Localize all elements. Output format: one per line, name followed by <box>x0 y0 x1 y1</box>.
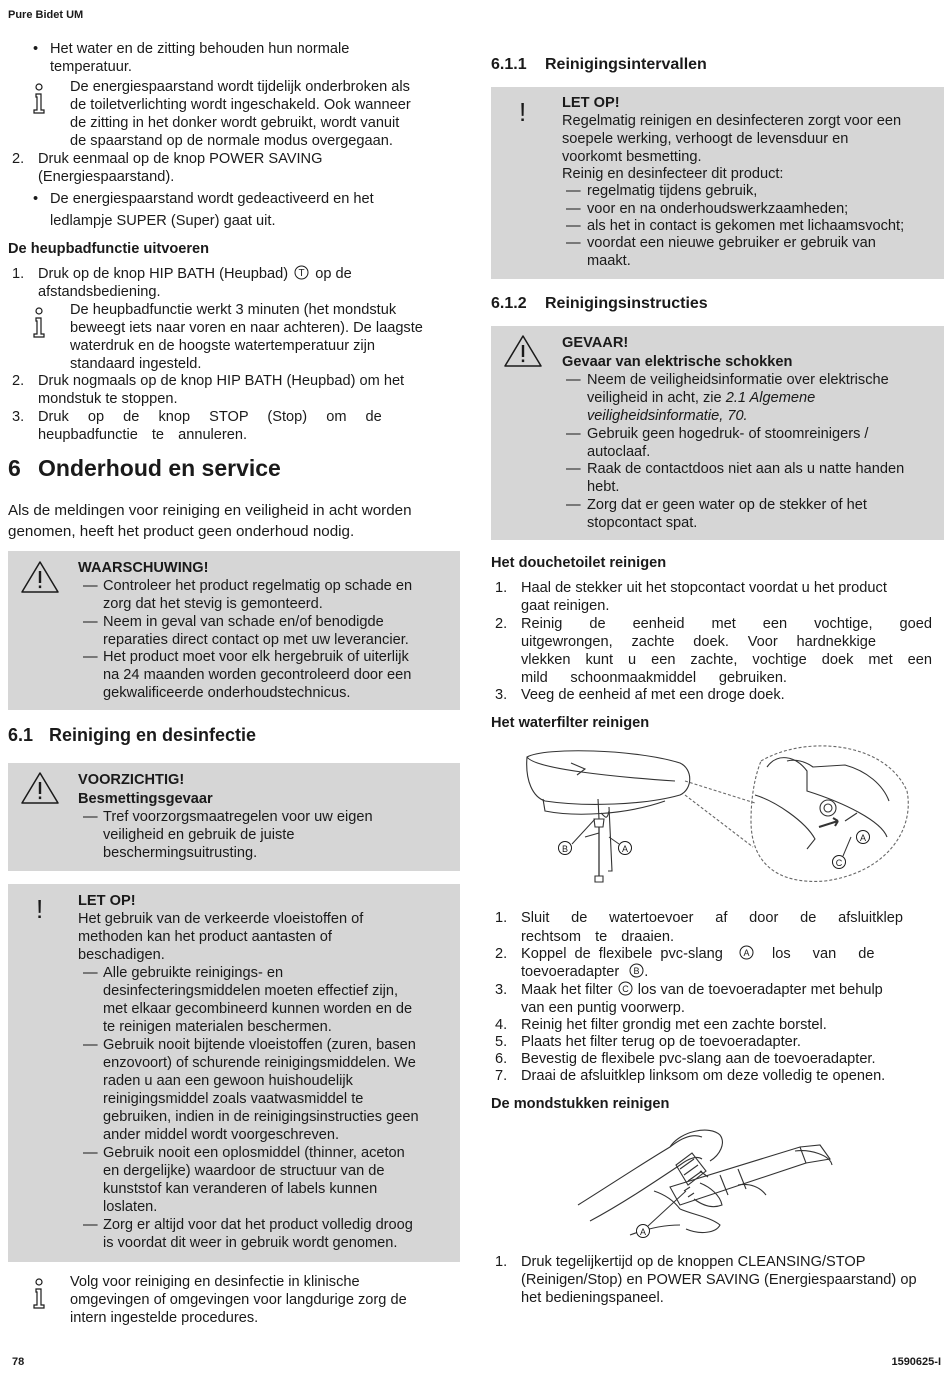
circled-letter-icon <box>618 981 633 996</box>
notice-line: als het in contact is gekomen met lichaamsvocht; <box>587 218 905 234</box>
step-text: Druk eenmaal op de knop POWER SAVING <box>38 151 323 167</box>
info-line: omgevingen of omgevingen voor langdurige zorg de <box>70 1292 407 1308</box>
notice-line: voorkomt besmetting. <box>562 149 702 165</box>
dash: — <box>83 1217 98 1233</box>
step-text-part: los van de <box>771 946 875 962</box>
notice-line: regelmatig tijdens gebruik, <box>587 183 758 199</box>
section-title: Reinigingsinstructies <box>545 295 708 312</box>
step-number: 3. <box>495 687 508 703</box>
callout-letter: B <box>561 844 569 854</box>
notice-line: voor en na onderhoudswerkzaamheden; <box>587 201 849 217</box>
chapter-title: Onderhoud en service <box>38 455 281 481</box>
info-icon <box>30 1277 50 1311</box>
dash: — <box>83 649 98 665</box>
circled-letter: A <box>743 948 750 958</box>
step-text <box>521 981 883 999</box>
cross-reference-link[interactable]: 2.1 Algemene <box>725 390 816 406</box>
step-number: 1. <box>12 266 25 282</box>
exclamation-icon: ! <box>519 97 527 127</box>
warning-line: reparaties direct contact op met uw leverancier. <box>103 632 409 648</box>
danger-title: GEVAAR! <box>562 335 629 351</box>
notice-line: is voordat dit weer in gebruik wordt genomen. <box>103 1235 398 1251</box>
step-number: 6. <box>495 1051 508 1067</box>
dash: — <box>566 201 581 217</box>
step-number: 3. <box>12 409 25 425</box>
notice-line: te reinigen materialen beschermen. <box>103 1019 332 1035</box>
step-text: mild schoonmaakmiddel gebruiken. <box>521 670 787 686</box>
warning-line: Het product moet voor elk hergebruik of uiterlijk <box>103 649 409 665</box>
circled-letter-icon <box>739 945 754 960</box>
step-text: vlekken kunt u een zachte, vochtige doek met een <box>521 652 932 668</box>
circled-letter-icon <box>294 265 309 280</box>
notice-line: Het gebruik van de verkeerde vloeistoffen of <box>78 911 364 927</box>
notice-line: Alle gebruikte reinigings- en <box>103 965 284 981</box>
info-line: De energiespaarstand wordt tijdelijk onderbroken als <box>70 79 410 95</box>
callout-letter: A <box>639 1227 647 1237</box>
info-line: de toiletverlichting wordt ingeschakeld. Ook wanneer <box>70 97 411 113</box>
step-text-part: . <box>644 964 649 980</box>
caution-box <box>8 763 460 871</box>
step-text <box>521 945 875 963</box>
caution-line: Tref voorzorgsmaatregelen voor uw eigen <box>103 809 373 825</box>
circled-letter: T <box>298 268 305 279</box>
dash: — <box>83 965 98 981</box>
callout-label-c <box>833 837 852 869</box>
notice-line: gebruiken, indien in de reinigingsinstructies geen <box>103 1109 419 1125</box>
step-text-part: los van de toevoeradapter met behulp <box>637 982 883 998</box>
dash: — <box>83 614 98 630</box>
step-number: 1. <box>495 580 508 596</box>
step-text-part: Maak het filter <box>521 982 613 998</box>
cross-reference-link[interactable]: veiligheidsinformatie, 70. <box>587 408 748 424</box>
dash: — <box>83 1145 98 1161</box>
bullet-icon: • <box>33 41 39 57</box>
bullet-text: Het water en de zitting behouden hun normale temperatuur. <box>50 41 350 75</box>
caution-title: VOORZICHTIG! <box>78 772 185 788</box>
warning-title: WAARSCHUWING! <box>78 560 209 576</box>
bullet-icon: • <box>33 191 39 207</box>
subheading: De heupbadfunctie uitvoeren <box>8 241 210 257</box>
dash: — <box>566 235 581 251</box>
step-number: 7. <box>495 1068 508 1084</box>
notice-line: beschadigen. <box>78 947 165 963</box>
warning-triangle-icon <box>503 334 543 368</box>
info-line: standaard ingesteld. <box>70 356 202 372</box>
notice-box <box>491 87 944 279</box>
step-number: 1. <box>495 910 508 926</box>
section-title: Reiniging en desinfectie <box>49 725 257 745</box>
section-number: 6.1.2 <box>491 295 527 312</box>
callout-label-a-nozzle <box>637 1191 687 1238</box>
notice-line: Gebruik nooit bijtende vloeistoffen (zuren, basen <box>103 1037 416 1053</box>
warning-line: zorg dat het stevig is gemonteerd. <box>103 596 323 612</box>
step-number: 4. <box>495 1017 508 1033</box>
intro-line: genomen, heeft het product geen onderhoud nodig. <box>8 523 355 540</box>
step-text: Druk op de knop STOP (Stop) om de <box>38 409 382 425</box>
notice-line: soepele werking, verhoogt de levensduur en <box>562 131 849 147</box>
step-text-part: op de <box>315 266 352 282</box>
warning-box <box>8 551 460 710</box>
caution-line: beschermingsuitrusting. <box>103 845 258 861</box>
step-text: afstandsbediening. <box>38 284 161 300</box>
notice-line: en dergelijke) waardoor de structuur van de <box>103 1163 385 1179</box>
section-number: 6.1.1 <box>491 56 527 73</box>
dash: — <box>566 183 581 199</box>
notice-line: enzovoort) of schurende reinigingsmiddelen. We <box>103 1055 416 1071</box>
step-text-part: Koppel de flexibele pvc-slang <box>521 946 723 962</box>
step-number: 1. <box>495 1254 508 1270</box>
warning-line: gekwalificeerde onderhoudstechnicus. <box>103 685 351 701</box>
section-title: Reinigingsintervallen <box>545 56 707 73</box>
info-line: intern ingestelde procedures. <box>70 1310 259 1326</box>
step-text: Reinig het filter grondig met een zachte borstel. <box>521 1017 827 1033</box>
dash: — <box>83 578 98 594</box>
subheading: Het waterfilter reinigen <box>491 715 650 731</box>
callout-label-a-detail <box>857 831 870 844</box>
notice-line: Zorg er altijd voor dat het product volledig droog <box>103 1217 413 1233</box>
danger-line: Neem de veiligheidsinformatie over elektrische <box>587 372 889 388</box>
danger-line: autoclaaf. <box>587 444 651 460</box>
exclamation-icon: ! <box>36 894 44 924</box>
warning-line: Controleer het product regelmatig op schade en <box>103 578 413 594</box>
danger-line-part: veiligheid in acht, zie <box>587 390 722 406</box>
notice-line: Reinig en desinfecteer dit product: <box>562 166 784 182</box>
warning-triangle-icon <box>20 771 60 805</box>
warning-line: Neem in geval van schade en/of benodigde <box>103 614 384 630</box>
danger-line <box>587 389 815 407</box>
notice-line: met elkaar gecombineerd kunnen worden en de <box>103 1001 413 1017</box>
notice-line: loslaten. <box>103 1199 158 1215</box>
danger-line: Raak de contactdoos niet aan als u natte handen <box>587 461 905 477</box>
chapter-number: 6 <box>8 455 21 481</box>
step-text: Haal de stekker uit het stopcontact voordat u het product <box>521 580 887 596</box>
step-text: Veeg de eenheid af met een droge doek. <box>521 687 785 703</box>
notice-line: Regelmatig reinigen en desinfecteren zorgt voor een <box>562 113 902 129</box>
step-text <box>521 963 648 981</box>
callout-letter: A <box>621 844 629 854</box>
info-icon <box>30 306 50 340</box>
callout-letter: C <box>835 858 843 868</box>
dash: — <box>83 1037 98 1053</box>
dash: — <box>566 218 581 234</box>
intro-line: Als de meldingen voor reiniging en veiligheid in acht worden <box>8 502 412 519</box>
step-text-part: toevoeradapter <box>521 964 620 980</box>
dash: — <box>566 372 581 388</box>
notice-line: desinfecteringsmiddelen moeten effectief zijn, <box>103 983 399 999</box>
danger-line: Zorg dat er geen water op de stekker of het <box>587 497 867 513</box>
dash: — <box>566 426 581 442</box>
notice-line: voordat een nieuwe gebruiker er gebruik van <box>587 235 876 251</box>
notice-line: ander middel wordt voorgeschreven. <box>103 1127 340 1143</box>
step-number: 2. <box>12 151 25 167</box>
circled-letter: C <box>621 984 629 994</box>
step-number: 5. <box>495 1034 508 1050</box>
section-number: 6.1 <box>8 725 34 745</box>
dash: — <box>83 809 98 825</box>
danger-line: stopcontact spat. <box>587 515 698 531</box>
step-text: Bevestig de flexibele pvc-slang aan de toevoeradapter. <box>521 1051 876 1067</box>
document-number: 1590625-I <box>891 1356 941 1368</box>
step-text: heupbadfunctie te annuleren. <box>38 427 248 443</box>
info-line: Volg voor reiniging en desinfectie in klinische <box>70 1274 360 1290</box>
warning-triangle-icon <box>20 560 60 594</box>
danger-line: Gebruik geen hogedruk- of stoomreinigers / <box>587 426 869 442</box>
callout-label-b <box>559 819 596 855</box>
step-text: uitgewrongen, zachte doek. Voor hardnekkige <box>521 634 876 650</box>
notice-line: kunststof kan veranderen of labels kunnen <box>103 1181 378 1197</box>
step-number: 2. <box>12 373 25 389</box>
step-number: 2. <box>495 616 508 632</box>
circled-letter-icon <box>629 963 644 978</box>
danger-line: hebt. <box>587 479 620 495</box>
step-text: Druk nogmaals op de knop HIP BATH (Heupbad) om het <box>38 373 405 389</box>
info-line: de spaarstand op de normale modus overgegaan. <box>70 133 393 149</box>
page-number: 78 <box>12 1356 25 1368</box>
notice-box <box>8 884 460 1262</box>
dash: — <box>566 461 581 477</box>
danger-box <box>491 326 944 540</box>
step-text: (Energiespaarstand). <box>38 169 175 185</box>
callout-letter: A <box>859 833 867 843</box>
running-header: Pure Bidet UM <box>8 9 84 21</box>
step-text: Druk tegelijkertijd op de knoppen CLEANSING/STOP <box>521 1254 866 1270</box>
info-icon <box>30 82 50 116</box>
caution-line: veiligheid en gebruik de juiste <box>103 827 295 843</box>
danger-subtitle: Gevaar van elektrische schokken <box>562 354 793 370</box>
notice-line: maakt. <box>587 253 631 269</box>
step-text: (Reinigen/Stop) en POWER SAVING (Energiespaarstand) op <box>521 1272 917 1288</box>
info-line: beweegt iets naar voren en naar achteren). De laagste <box>70 320 423 336</box>
step-number: 2. <box>495 946 508 962</box>
info-line: De heupbadfunctie werkt 3 minuten (het mondstuk <box>70 302 397 318</box>
info-line: de zitting in het donker wordt gebruikt, wordt vanuit <box>70 115 400 131</box>
notice-title: LET OP! <box>562 95 620 111</box>
dash: — <box>566 497 581 513</box>
step-text-part: Druk op de knop HIP BATH (Heupbad) <box>38 266 289 282</box>
notice-line: Gebruik nooit een oplosmiddel (thinner, aceton <box>103 1145 405 1161</box>
step-text: van een puntig voorwerp. <box>521 1000 685 1016</box>
notice-line: raden u aan een gewoon huishoudelijk <box>103 1073 353 1089</box>
info-line: waterdruk en de hoogste watertemperatuur zijn <box>70 338 376 354</box>
step-text: Sluit de watertoevoer af door de afsluitklep <box>521 910 903 926</box>
warning-line: na 24 maanden worden gecontroleerd door een <box>103 667 412 683</box>
notice-line: methoden kan het product aantasten of <box>78 929 332 945</box>
nozzle-cleaning-illustration <box>570 1125 860 1245</box>
notice-line: reinigingsmiddel zoals vaatwasmiddel te <box>103 1091 364 1107</box>
notice-title: LET OP! <box>78 893 136 909</box>
step-text: Plaats het filter terug op de toevoeradapter. <box>521 1034 801 1050</box>
waterfilter-illustration <box>515 741 915 891</box>
caution-subtitle: Besmettingsgevaar <box>78 791 213 807</box>
subheading: Het douchetoilet reinigen <box>491 555 667 571</box>
step-text: gaat reinigen. <box>521 598 610 614</box>
step-text: mondstuk te stoppen. <box>38 391 178 407</box>
bullet-text: ledlampje SUPER (Super) gaat uit. <box>50 213 276 229</box>
step-text <box>38 265 352 283</box>
step-text: rechtsom te draaien. <box>521 929 675 945</box>
callout-label-a <box>609 837 632 855</box>
subheading: De mondstukken reinigen <box>491 1096 670 1112</box>
step-text: het bedieningspaneel. <box>521 1290 664 1306</box>
step-text: Draai de afsluitklep linksom om deze volledig te openen. <box>521 1068 886 1084</box>
circled-letter: B <box>633 966 640 976</box>
step-text: Reinig de eenheid met een vochtige, goed <box>521 616 932 632</box>
step-number: 3. <box>495 982 508 998</box>
bullet-text: De energiespaarstand wordt gedeactiveerd en het <box>50 191 374 207</box>
